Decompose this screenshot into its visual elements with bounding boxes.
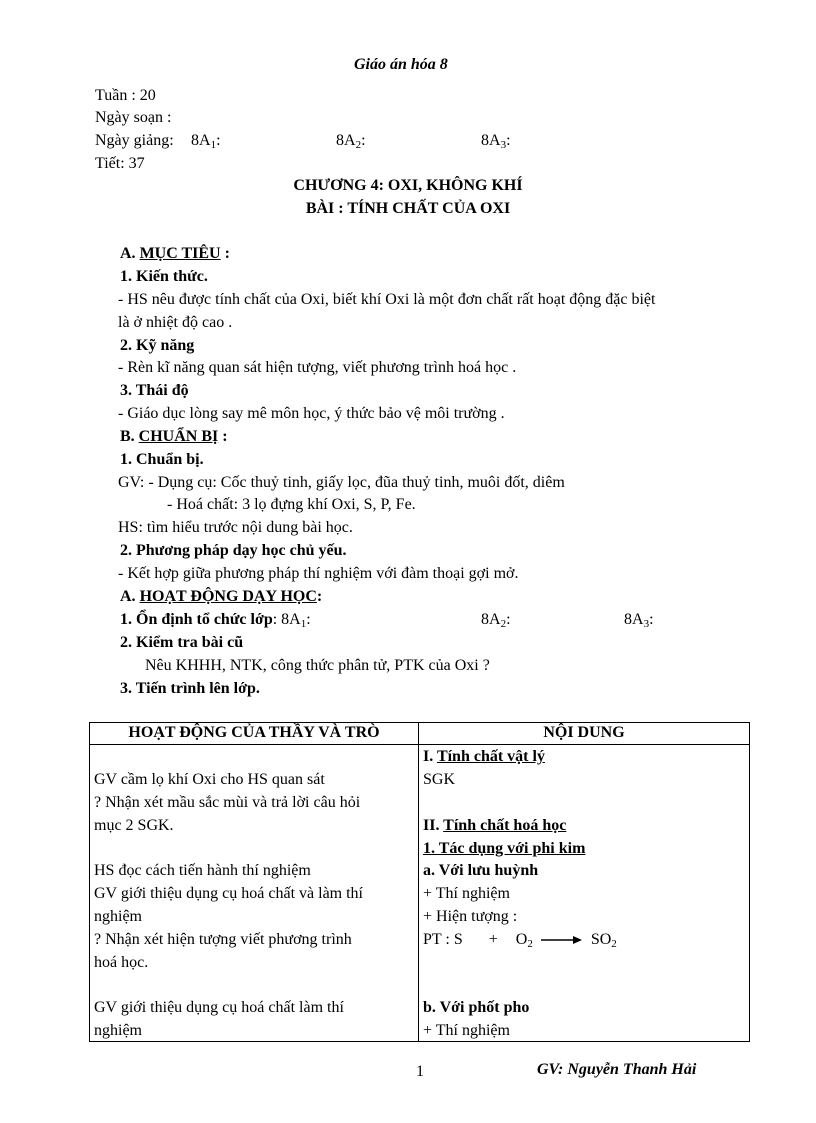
activity-line: GV cầm lọ khí Oxi cho HS quan sát — [94, 771, 325, 788]
activity-line: HS đọc cách tiến hành thí nghiệm — [94, 862, 311, 879]
section-c1-class-2: $8A_2$: — [481, 611, 511, 630]
section-b1-teacher: GV: - Dụng cụ: Cốc thuỷ tinh, giấy lọc, đũa thuỷ tinh, muôi đốt, diêm — [118, 474, 565, 491]
table-header-row — [90, 723, 750, 745]
page-number: 1 — [416, 1063, 424, 1080]
content-sgk: SGK — [423, 771, 456, 788]
section-a3-text: - Giáo dục lòng say mê môn học, ý thức bảo vệ môi trường . — [118, 405, 505, 422]
content-sulfur-heading: a. Với lưu huỳnh — [423, 862, 539, 879]
week-label: Tuần : 20 — [95, 87, 156, 104]
activity-line: ? Nhận xét mầu sắc mùi và trả lời câu hỏi — [94, 794, 361, 811]
activity-line: ? Nhận xét hiện tượng viết phương trình — [94, 931, 352, 948]
activity-line: hoá học. — [94, 954, 149, 971]
section-a3-heading: 3. Thái độ — [120, 382, 189, 399]
section-c2-heading: 2. Kiểm tra bài cũ — [120, 634, 244, 651]
chapter-title: CHƯƠNG 4: OXI, KHÔNG KHÍ — [293, 177, 523, 194]
section-b1-students: HS: tìm hiểu trước nội dung bài học. — [118, 519, 353, 536]
period-label: Tiết: 37 — [95, 155, 145, 172]
section-c1-line: 1. Ổn định tổ chức lớp: $8A_1$: — [120, 611, 311, 630]
activity-table — [89, 722, 750, 1042]
section-a2-heading: 2. Kỹ năng — [120, 337, 195, 354]
section-a1-text-2: là ở nhiệt độ cao . — [118, 314, 233, 331]
section-b1-heading: 1. Chuẩn bị. — [120, 451, 204, 468]
table-header-activities: HOẠT ĐỘNG CỦA THẦY VÀ TRÒ — [90, 723, 419, 745]
teach-class-2: $8A_2$: — [336, 132, 366, 151]
section-b2-heading: 2. Phương pháp dạy học chủ yếu. — [120, 542, 347, 559]
section-c-heading: A. HOẠT ĐỘNG DẠY HỌC: — [120, 588, 323, 605]
section-a1-heading: 1. Kiến thức. — [120, 268, 208, 285]
section-b1-chemicals: - Hoá chất: 3 lọ đựng khí Oxi, S, P, Fe. — [167, 496, 416, 513]
content-sulfur-experiment: + Thí nghiệm — [423, 885, 510, 902]
reaction-arrow-icon — [541, 935, 583, 945]
activity-line: nghiệm — [94, 908, 142, 925]
content-subheading-nonmetal: 1. Tác dụng với phi kim — [423, 840, 586, 857]
content-cell — [419, 745, 750, 1042]
table-row — [90, 745, 750, 1042]
section-c1-class-3: $8A_3$: — [624, 611, 654, 630]
section-b2-text: - Kết hợp giữa phương pháp thí nghiệm với đàm thoại gợi mở. — [118, 565, 519, 582]
activities-cell — [90, 745, 419, 1042]
section-a1-text-1: - HS nêu được tính chất của Oxi, biết khí Oxi là một đơn chất rất hoạt động đặc biệt — [118, 291, 656, 308]
activity-line: GV giới thiệu dụng cụ hoá chất làm thí — [94, 999, 344, 1016]
content-heading-chemical: II. Tính chất hoá học — [423, 817, 567, 834]
content-heading-physical: I. Tính chất vật lý — [423, 748, 545, 765]
footer-author: GV: Nguyễn Thanh Hải — [537, 1061, 697, 1078]
teach-date-label: Ngày giảng: — [95, 132, 174, 149]
table-header-content: NỘI DUNG — [419, 723, 750, 745]
section-a2-text: - Rèn kĩ năng quan sát hiện tượng, viết phương trình hoá học . — [118, 359, 517, 376]
activity-line: GV giới thiệu dụng cụ hoá chất và làm thí — [94, 885, 363, 902]
activity-line: nghiệm — [94, 1022, 142, 1039]
content-phosphorus-experiment: + Thí nghiệm — [423, 1022, 510, 1039]
lesson-title: BÀI : TÍNH CHẤT CỦA OXI — [305, 200, 511, 217]
section-b-heading: B. CHUẨN BỊ : — [120, 428, 228, 445]
teach-class-1: $8A_1$: — [191, 132, 221, 151]
section-c2-text: Nêu KHHH, NTK, công thức phân tử, PTK của Oxi ? — [145, 657, 490, 674]
teach-class-3: $8A_3$: — [481, 132, 511, 151]
content-phosphorus-heading: b. Với phốt pho — [423, 999, 530, 1016]
prep-date-label: Ngày soạn : — [95, 109, 172, 126]
page-header-title: Giáo án hóa 8 — [354, 56, 448, 73]
content-sulfur-phenomenon: + Hiện tượng : — [423, 908, 518, 925]
content-sulfur-equation: PT : $S + O_2$ $SO_2$ — [423, 931, 617, 950]
section-a-heading: A. MỤC TIÊU : — [120, 245, 230, 262]
activity-line: mục 2 SGK. — [94, 817, 174, 834]
section-c3-heading: 3. Tiến trình lên lớp. — [120, 680, 260, 697]
